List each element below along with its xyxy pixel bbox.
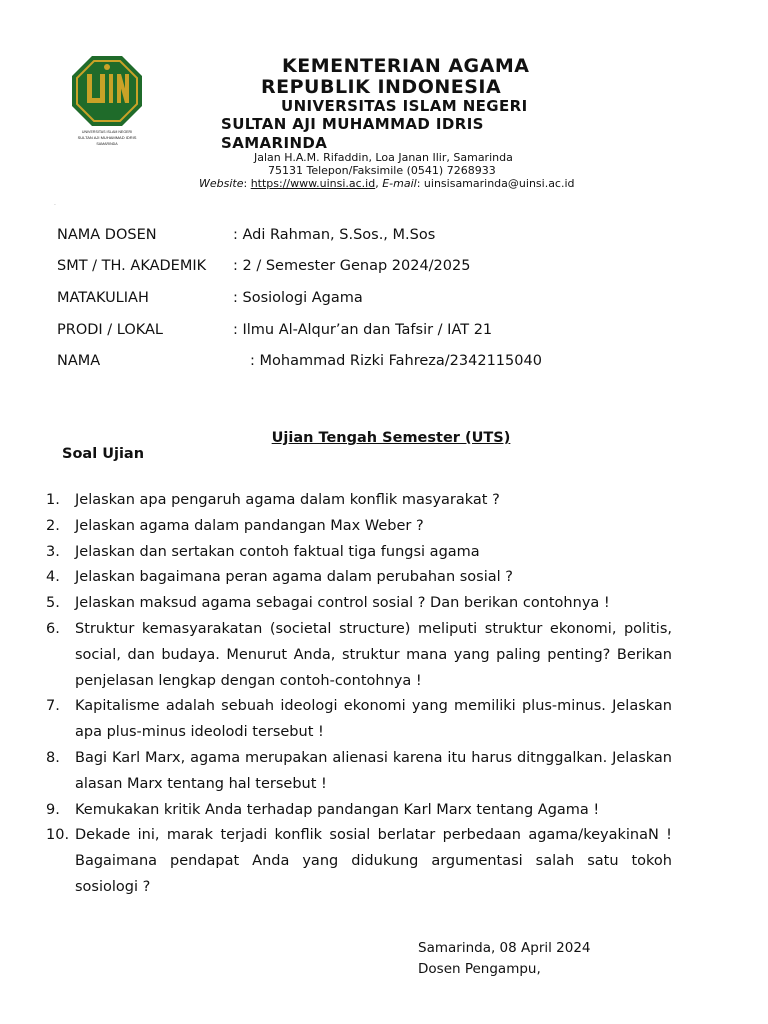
question-item	[46, 617, 672, 694]
info-label-lecturer: NAMA DOSEN	[57, 227, 157, 243]
logo-caption-3: SAMARINDA	[96, 142, 118, 146]
question-item	[46, 694, 672, 746]
question-list	[46, 488, 672, 901]
info-label-course: MATAKULIAH	[57, 290, 149, 306]
question-number: 5.	[46, 595, 60, 612]
university-title: UNIVERSITAS ISLAM NEGERI	[281, 97, 528, 115]
question-item	[46, 746, 672, 798]
university-city: SAMARINDA	[221, 134, 328, 152]
uin-emblem-icon	[70, 54, 144, 150]
question-text: Struktur kemasyarakatan (societal structure) meliputi struktur ekonomi, politis, social, dan budaya. Menurut Anda, struktur mana yang paling penting? Berikan penjelasan lengkap dengan contoh-contohnya !	[75, 620, 672, 689]
info-label-student-name: NAMA	[57, 353, 101, 369]
question-number: 6.	[46, 620, 60, 637]
question-number: 2.	[46, 517, 60, 534]
info-value-semester: : 2 / Semester Genap 2024/2025	[233, 258, 471, 274]
question-number: 8.	[46, 749, 60, 766]
divider-dot: .	[54, 200, 56, 207]
question-text: Jelaskan bagaimana peran agama dalam perubahan sosial ?	[75, 569, 513, 586]
question-item	[46, 488, 672, 514]
question-text: Jelaskan apa pengaruh agama dalam konflik masyarakat ?	[75, 492, 500, 508]
address-line-1: Jalan H.A.M. Rifaddin, Loa Janan Ilir, Samarinda	[254, 151, 513, 164]
exam-title: Ujian Tengah Semester (UTS)	[271, 430, 511, 446]
question-item	[46, 798, 672, 824]
question-text: Jelaskan maksud agama sebagai control sosial ? Dan berikan contohnya !	[75, 595, 610, 612]
logo-caption-1: UNIVERSITAS ISLAM NEGERI	[81, 130, 133, 134]
info-value-lecturer: : Adi Rahman, S.Sos., M.Sos	[233, 227, 436, 243]
question-text: Jelaskan dan sertakan contoh faktual tiga fungsi agama	[75, 543, 480, 560]
question-item	[46, 540, 672, 566]
website-label: Website	[199, 177, 244, 190]
question-number: 7.	[46, 698, 60, 715]
email-address[interactable]: uinsisamarinda@uinsi.ac.id	[423, 177, 575, 190]
question-text: Kapitalisme adalah sebuah ideologi ekonomi yang memiliki plus-minus. Jelaskan apa plus-minus ideolodi tersebut !	[75, 698, 672, 741]
university-logo	[70, 54, 144, 150]
ministry-title: KEMENTERIAN AGAMA	[282, 55, 530, 77]
website-link[interactable]: https://www.uinsi.ac.id	[250, 177, 376, 190]
info-value-program: : Ilmu Al-Alqur’an dan Tafsir / IAT 21	[233, 322, 493, 338]
question-item	[46, 823, 672, 900]
info-label-semester: SMT / TH. AKADEMIK	[57, 258, 207, 274]
logo-caption-2: SULTAN AJI MUHAMMAD IDRIS	[77, 135, 137, 140]
question-number: 1.	[46, 492, 60, 508]
republic-title: REPUBLIK INDONESIA	[261, 76, 502, 98]
question-text: Jelaskan agama dalam pandangan Max Weber ?	[75, 517, 424, 534]
address-line-2: 75131 Telepon/Faksimile (0541) 7268933	[268, 164, 496, 177]
signature-place-date: Samarinda, 08 April 2024	[418, 940, 591, 956]
info-value-student-name: : Mohammad Rizki Fahreza/2342115040	[250, 353, 542, 369]
info-label-program: PRODI / LOKAL	[57, 322, 164, 338]
info-value-course: : Sosiologi Agama	[233, 290, 363, 306]
question-number: 4.	[46, 569, 60, 586]
contact-line: Website: https://www.uinsi.ac.id, E-mail: uinsisamarinda@uinsi.ac.id	[199, 177, 575, 190]
question-text: Dekade ini, marak terjadi konflik sosial berlatar perbedaan agama/keyakinaN ! Bagaimana pendapat Anda yang didukung argumentasi salah satu tokoh sosiologi ?	[75, 827, 672, 895]
question-text: Bagi Karl Marx, agama merupakan alienasi karena itu harus ditnggalkan. Jelaskan alasan Marx tentang hal tersebut !	[75, 749, 672, 792]
question-number: 9.	[46, 801, 60, 818]
question-number: 10.	[46, 827, 70, 844]
signature-role: Dosen Pengampu,	[418, 961, 541, 977]
question-text: Kemukakan kritik Anda terhadap pandangan Karl Marx tentang Agama !	[75, 801, 600, 818]
university-name: SULTAN AJI MUHAMMAD IDRIS	[221, 115, 484, 133]
question-item	[46, 514, 672, 540]
questions-heading: Soal Ujian	[62, 446, 145, 462]
question-number: 3.	[46, 543, 60, 560]
question-item	[46, 565, 672, 591]
email-label: E-mail	[382, 177, 417, 190]
question-item	[46, 591, 672, 617]
